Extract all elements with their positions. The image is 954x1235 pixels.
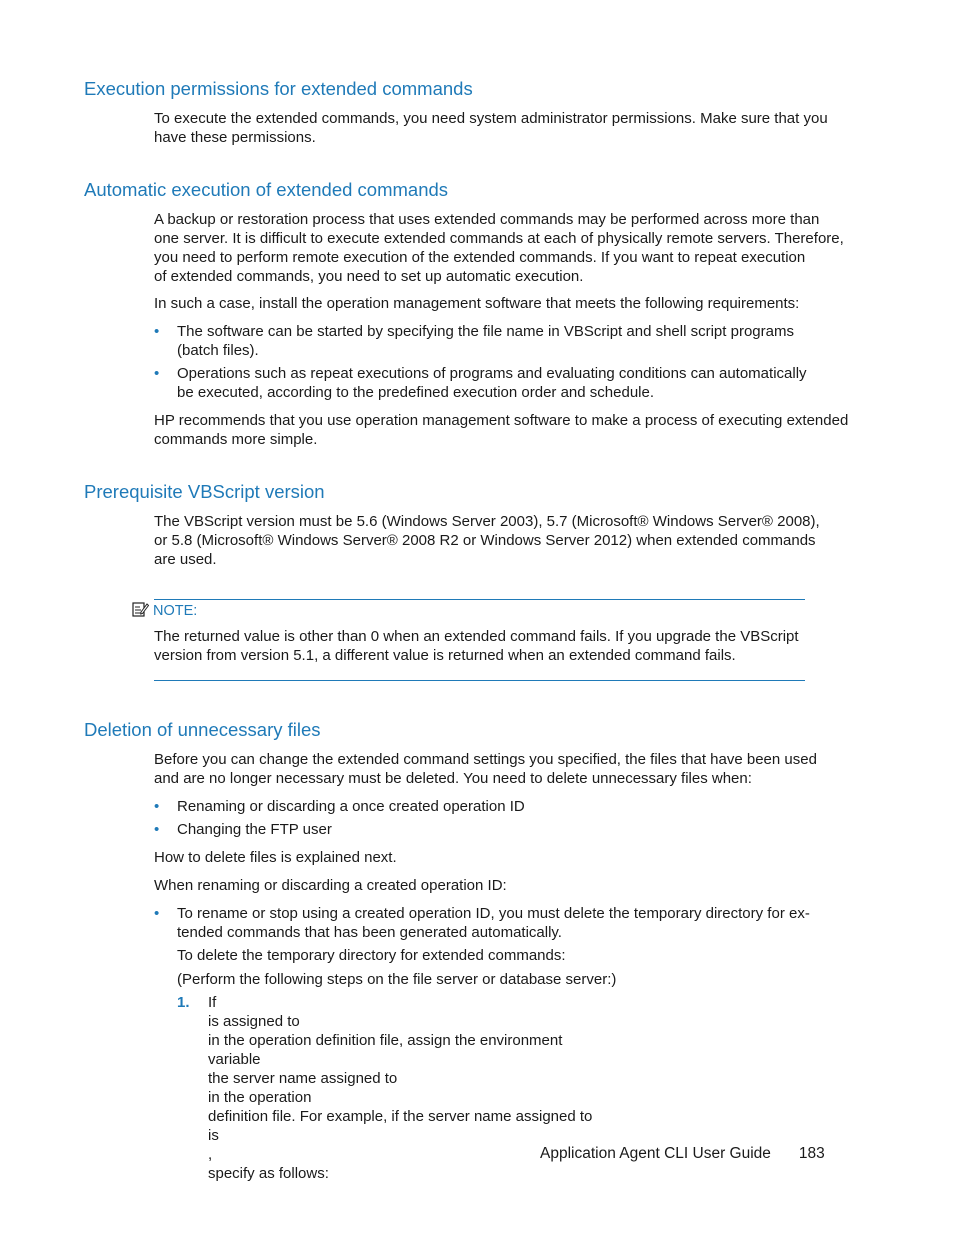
prerequisite-paragraph: The VBScript version must be 5.6 (Windows Server 2003), 5.7 (Microsoft® Windows Server® 2008), or 5.8 (Microsoft® Windows Server® 2008 R2 or Windows Server 2012) when extended commands are used. [154, 513, 820, 568]
note-bottom-rule [154, 680, 805, 681]
requirements-intro: In such a case, install the operation management software that meets the following requirements: [154, 295, 800, 312]
recommendation-paragraph: HP recommends that you use operation management software to make a process of executing extended commands more simple. [154, 412, 849, 448]
how-to-delete-text: How to delete files is explained next. [154, 849, 397, 866]
bullet-icon: • [154, 365, 160, 382]
note-text: The returned value is other than 0 when an extended command fails. If you upgrade the VBScript version from version 5.1, a different value is returned when an extended command fails. [154, 628, 799, 664]
bullet-icon: • [154, 821, 160, 838]
section-heading-automatic-execution: Automatic execution of extended commands [84, 179, 449, 200]
bullet-icon: • [154, 905, 160, 922]
step-text: If is assigned to in the operation definition file, assign the environment variable the server name assigned to in the operation definition file. For example, if the server name assigned to is , specify as follows: [208, 994, 593, 1182]
delete-temp-directory-text: To delete the temporary directory for extended commands: [177, 947, 566, 964]
list-item: • To rename or stop using a created operation ID, you must delete the temporary directory for ex- tended commands that has been generated automatically. [154, 905, 810, 941]
section-heading-execution-permissions: Execution permissions for extended commands [84, 78, 473, 99]
list-item: • Renaming or discarding a once created operation ID [154, 798, 525, 815]
bullet-icon: • [154, 798, 160, 815]
note-label: NOTE: [132, 601, 197, 621]
page-footer [540, 1144, 825, 1163]
list-item: • Changing the FTP user [154, 821, 332, 838]
footer-title: Application Agent CLI User Guide [540, 1145, 771, 1162]
execution-permissions-paragraph: To execute the extended commands, you need system administrator permissions. Make sure that you have these permissions. [154, 110, 828, 146]
deletion-paragraph: Before you can change the extended command settings you specified, the files that have been used and are no longer necessary must be deleted. You need to delete unnecessary files when: [154, 751, 817, 787]
list-item: • The software can be started by specifying the file name in VBScript and shell script programs (batch files). [154, 323, 794, 359]
renaming-intro-text: When renaming or discarding a created operation ID: [154, 877, 507, 894]
section-heading-prerequisite-vbscript: Prerequisite VBScript version [84, 481, 325, 502]
note-top-rule [154, 599, 805, 600]
section-heading-deletion: Deletion of unnecessary files [84, 719, 321, 740]
bullet-icon: • [154, 323, 160, 340]
page-number: 183 [798, 1145, 825, 1162]
step-number: 1. [177, 994, 190, 1011]
note-icon [132, 601, 149, 618]
perform-steps-text: (Perform the following steps on the file server or database server:) [177, 971, 617, 988]
automatic-execution-paragraph: A backup or restoration process that uses extended commands may be performed across more than one server. It is difficult to execute extended commands at each of physically remote servers. Therefore, you need to perform remote execution of the extended commands. If you want to repeat execution of extended commands, you need to set up automatic execution. [154, 211, 844, 285]
list-item: • Operations such as repeat executions of programs and evaluating conditions can automatically be executed, according to the predefined execution order and schedule. [154, 365, 807, 401]
